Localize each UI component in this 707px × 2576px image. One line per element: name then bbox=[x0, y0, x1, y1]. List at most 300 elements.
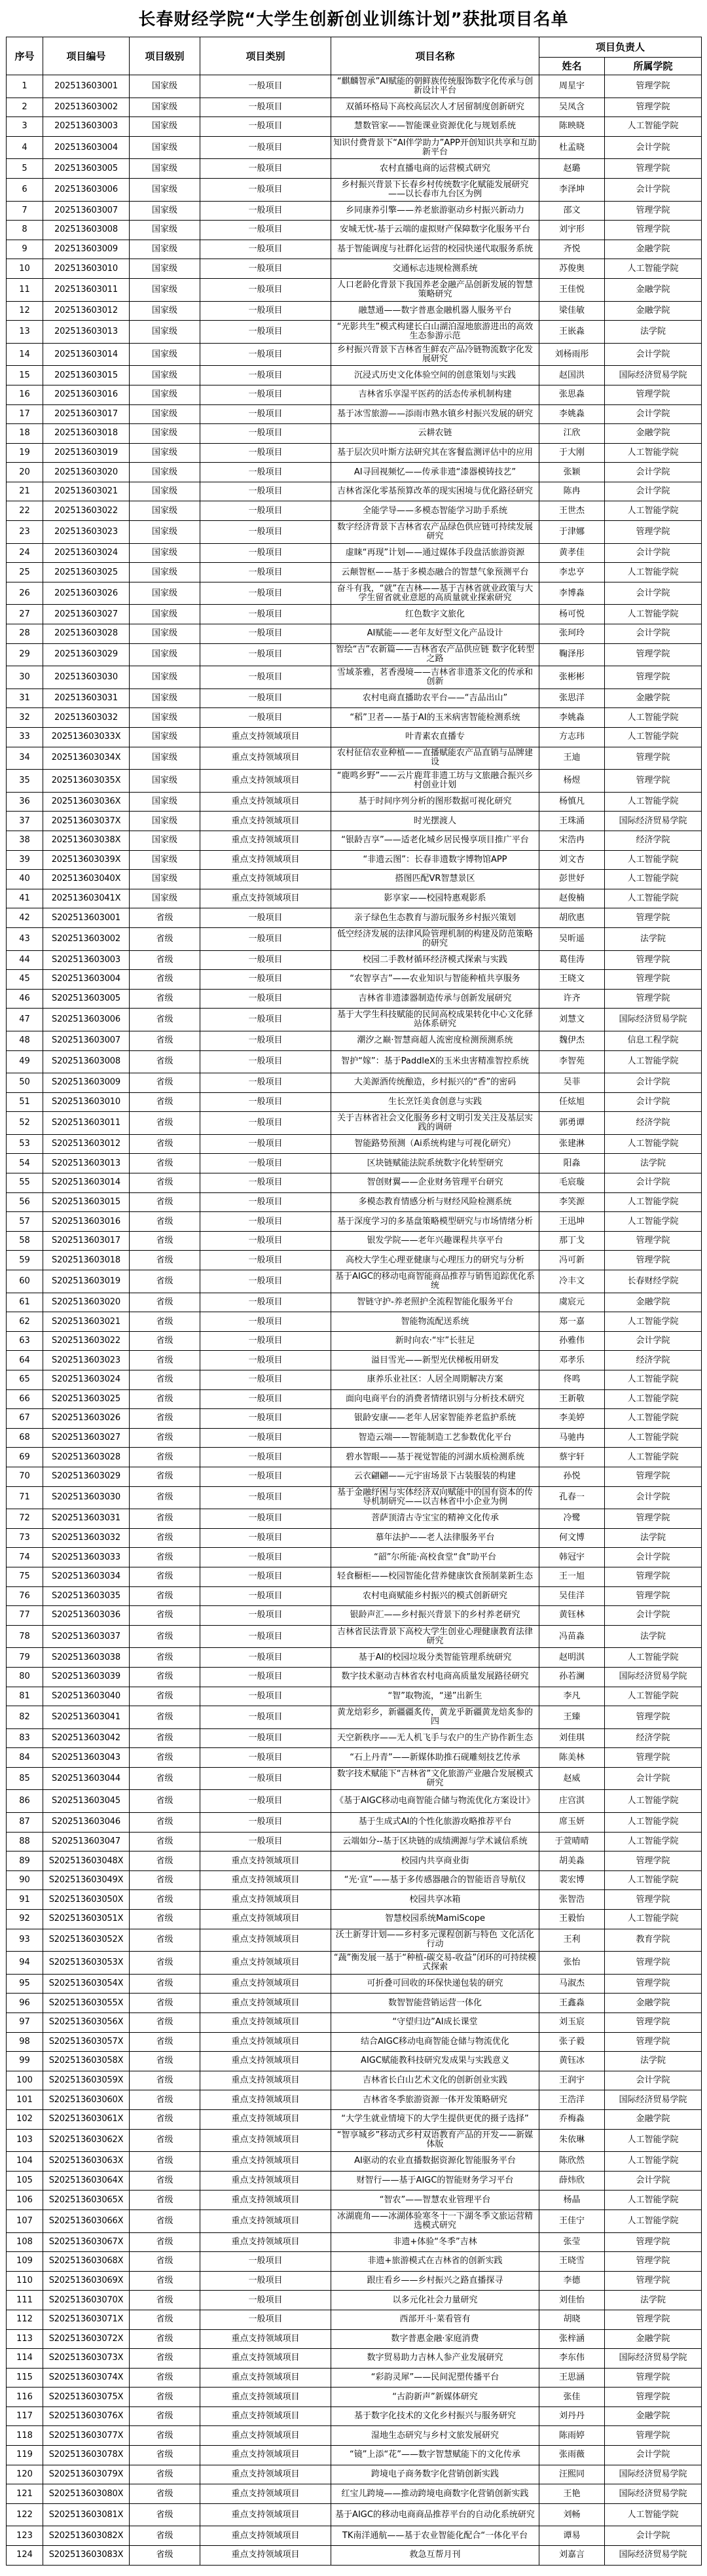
cell-level: 省级 bbox=[130, 1910, 200, 1929]
cell-leader-name: 王佳悦 bbox=[539, 278, 605, 301]
cell-code: S202513603024 bbox=[43, 1370, 130, 1390]
cell-code: S202513603031 bbox=[43, 1509, 130, 1529]
table-row bbox=[7, 1428, 702, 1448]
cell-college: 经济学院 bbox=[605, 1351, 702, 1370]
cell-college: 管理学院 bbox=[605, 1706, 702, 1729]
cell-no: 23 bbox=[7, 521, 43, 544]
cell-type: 重点支持领域项目 bbox=[200, 831, 331, 850]
cell-leader-name: 杨煜 bbox=[539, 770, 605, 793]
cell-college: 人工智能学院 bbox=[605, 1409, 702, 1429]
cell-project-name: 区块链赋能法院系统数字化转型研究 bbox=[331, 1154, 539, 1173]
table-row bbox=[7, 927, 702, 950]
table-row bbox=[7, 2109, 702, 2129]
cell-leader-name: 郑一嘉 bbox=[539, 1312, 605, 1332]
cell-college: 人工智能学院 bbox=[605, 2209, 702, 2232]
cell-no: 121 bbox=[7, 2484, 43, 2504]
cell-project-name: 救急互帮月刊 bbox=[331, 2546, 539, 2566]
cell-college: 管理学院 bbox=[605, 643, 702, 666]
cell-project-name: 红色数字文旅化 bbox=[331, 605, 539, 624]
table-row bbox=[7, 2129, 702, 2152]
cell-type: 一般项目 bbox=[200, 259, 331, 279]
cell-code: S202513603047 bbox=[43, 1832, 130, 1851]
cell-code: S202513603011 bbox=[43, 1112, 130, 1135]
cell-college: 会计学院 bbox=[605, 1092, 702, 1112]
cell-project-name: 非遗+体验“冬季”吉林 bbox=[331, 2232, 539, 2252]
cell-type: 一般项目 bbox=[200, 2271, 331, 2291]
cell-leader-name: 张珂玲 bbox=[539, 624, 605, 644]
cell-college: 人工智能学院 bbox=[605, 1192, 702, 1212]
cell-no: 17 bbox=[7, 404, 43, 424]
table-row bbox=[7, 812, 702, 831]
cell-no: 9 bbox=[7, 240, 43, 259]
cell-leader-name: 刘丹丹 bbox=[539, 2406, 605, 2426]
cell-college: 教育学院 bbox=[605, 1929, 702, 1952]
cell-project-name: 银龄声汇——乡村振兴背景下的乡村养老研究 bbox=[331, 1606, 539, 1626]
cell-no: 31 bbox=[7, 689, 43, 708]
cell-level: 省级 bbox=[130, 1192, 200, 1212]
cell-code: 202513603021 bbox=[43, 482, 130, 501]
cell-college: 金融学院 bbox=[605, 301, 702, 321]
cell-college: 会计学院 bbox=[605, 136, 702, 159]
cell-project-name: 云端如分--基于区块链的成绩溯源与学术诚信系统 bbox=[331, 1832, 539, 1851]
cell-project-name: 可折叠可回收的环保快递包装的研究 bbox=[331, 1974, 539, 1994]
cell-no: 101 bbox=[7, 2090, 43, 2110]
cell-college: 会计学院 bbox=[605, 343, 702, 366]
cell-level: 省级 bbox=[130, 1706, 200, 1729]
cell-no: 76 bbox=[7, 1586, 43, 1606]
cell-level: 省级 bbox=[130, 1270, 200, 1293]
cell-no: 120 bbox=[7, 2465, 43, 2484]
cell-project-name: 智能路势预测（Ai系统构建与可视化研究） bbox=[331, 1134, 539, 1154]
cell-no: 123 bbox=[7, 2526, 43, 2546]
cell-project-name: 基于深度学习的多基盘策略模型研究与市场情绪分析 bbox=[331, 1212, 539, 1232]
cell-no: 112 bbox=[7, 2310, 43, 2329]
cell-project-name: 吉林省深化零基预算改革的现实困境与优化路径研究 bbox=[331, 482, 539, 501]
cell-type: 一般项目 bbox=[200, 424, 331, 444]
header-person: 姓名 bbox=[539, 58, 605, 75]
cell-code: S202513603037 bbox=[43, 1625, 130, 1648]
table-row bbox=[7, 521, 702, 544]
cell-leader-name: 李笑源 bbox=[539, 1192, 605, 1212]
cell-type: 一般项目 bbox=[200, 385, 331, 404]
cell-college: 会计学院 bbox=[605, 582, 702, 605]
cell-code: S202513603056X bbox=[43, 2013, 130, 2033]
table-row bbox=[7, 1050, 702, 1073]
cell-college: 管理学院 bbox=[605, 1748, 702, 1768]
cell-project-name: 乡同康养引擎——养老旅游驱动乡村振兴新动力 bbox=[331, 201, 539, 221]
cell-type: 一般项目 bbox=[200, 1331, 331, 1351]
header-leader-group: 项目负责人 bbox=[539, 37, 702, 58]
cell-leader-name: 吴昕遥 bbox=[539, 927, 605, 950]
cell-project-name: 康养乐业社区：人居全周期解决方案 bbox=[331, 1370, 539, 1390]
cell-code: S202513603018 bbox=[43, 1251, 130, 1270]
cell-no: 103 bbox=[7, 2129, 43, 2152]
cell-code: S202513603062X bbox=[43, 2129, 130, 2152]
cell-leader-name: 王世杰 bbox=[539, 501, 605, 521]
table-row bbox=[7, 1974, 702, 1994]
cell-college: 人工智能学院 bbox=[605, 2191, 702, 2210]
cell-no: 66 bbox=[7, 1389, 43, 1409]
table-row bbox=[7, 643, 702, 666]
cell-type: 一般项目 bbox=[200, 1486, 331, 1509]
cell-college: 人工智能学院 bbox=[605, 870, 702, 889]
table-row bbox=[7, 1706, 702, 1729]
cell-level: 国家级 bbox=[130, 563, 200, 582]
cell-type: 重点支持领域项目 bbox=[200, 2546, 331, 2566]
cell-level: 省级 bbox=[130, 1851, 200, 1871]
document-title: 长春财经学院“大学生创新创业训练计划”获批项目名单 bbox=[138, 10, 569, 29]
table-row bbox=[7, 1370, 702, 1390]
cell-leader-name: 赵明淇 bbox=[539, 1648, 605, 1668]
cell-leader-name: 冷鹭 bbox=[539, 1509, 605, 1529]
cell-leader-name: 刘宇形 bbox=[539, 221, 605, 240]
cell-level: 国家级 bbox=[130, 850, 200, 870]
cell-code: S202513603002 bbox=[43, 927, 130, 950]
cell-project-name: 双循环格局下高校高层次人才居留制度创新研究 bbox=[331, 98, 539, 117]
cell-college: 会计学院 bbox=[605, 1486, 702, 1509]
cell-leader-name: 刘嘉言 bbox=[539, 2546, 605, 2566]
cell-college: 人工智能学院 bbox=[605, 1870, 702, 1890]
cell-college: 会计学院 bbox=[605, 2171, 702, 2191]
cell-college: 国际经济贸易学院 bbox=[605, 2465, 702, 2484]
cell-code: S202513603079X bbox=[43, 2465, 130, 2484]
table-row bbox=[7, 1748, 702, 1768]
cell-leader-name: 王迪 bbox=[539, 747, 605, 770]
cell-level: 省级 bbox=[130, 2090, 200, 2110]
cell-code: 202513603036X bbox=[43, 792, 130, 812]
cell-project-name: AI赋能——老年友好型文化产品设计 bbox=[331, 624, 539, 644]
cell-level: 省级 bbox=[130, 1134, 200, 1154]
table-row bbox=[7, 1270, 702, 1293]
cell-level: 省级 bbox=[130, 2209, 200, 2232]
table-row bbox=[7, 1351, 702, 1370]
cell-project-name: 智慧校园系统MamiScope bbox=[331, 1910, 539, 1929]
cell-no: 64 bbox=[7, 1351, 43, 1370]
cell-level: 省级 bbox=[130, 2406, 200, 2426]
table-row bbox=[7, 2349, 702, 2369]
cell-leader-name: 吴佳洋 bbox=[539, 1586, 605, 1606]
cell-leader-name: 赵国洪 bbox=[539, 366, 605, 385]
cell-type: 一般项目 bbox=[200, 2291, 331, 2310]
table-row bbox=[7, 98, 702, 117]
cell-leader-name: 刘慧文 bbox=[539, 1009, 605, 1031]
cell-level: 省级 bbox=[130, 1351, 200, 1370]
table-row bbox=[7, 2171, 702, 2191]
cell-project-name: 基于层次贝叶斯方法研究其在客餐监测评估中的应用 bbox=[331, 443, 539, 463]
cell-no: 71 bbox=[7, 1486, 43, 1509]
cell-level: 国家级 bbox=[130, 136, 200, 159]
cell-no: 8 bbox=[7, 221, 43, 240]
cell-type: 重点支持领域项目 bbox=[200, 1929, 331, 1952]
cell-no: 108 bbox=[7, 2232, 43, 2252]
cell-no: 47 bbox=[7, 1009, 43, 1031]
cell-type: 一般项目 bbox=[200, 1648, 331, 1668]
cell-code: S202513603065X bbox=[43, 2191, 130, 2210]
cell-leader-name: 于大刚 bbox=[539, 443, 605, 463]
cell-project-name: 大美源酒传统酿造，乡村振兴的“香”的密码 bbox=[331, 1073, 539, 1093]
cell-leader-name: 李姚淼 bbox=[539, 404, 605, 424]
table-row bbox=[7, 989, 702, 1009]
cell-level: 省级 bbox=[130, 1790, 200, 1813]
cell-level: 省级 bbox=[130, 1409, 200, 1429]
cell-no: 119 bbox=[7, 2446, 43, 2465]
cell-level: 国家级 bbox=[130, 889, 200, 908]
table-row bbox=[7, 747, 702, 770]
cell-leader-name: 张思洋 bbox=[539, 689, 605, 708]
cell-project-name: 智能物流配送系统 bbox=[331, 1312, 539, 1332]
table-row bbox=[7, 159, 702, 179]
cell-leader-name: 王晓雪 bbox=[539, 2252, 605, 2272]
cell-leader-name: 张颖 bbox=[539, 463, 605, 482]
cell-code: 202513603038X bbox=[43, 831, 130, 850]
cell-level: 国家级 bbox=[130, 747, 200, 770]
cell-code: S202513603009 bbox=[43, 1073, 130, 1093]
cell-code: S202513603081X bbox=[43, 2503, 130, 2526]
cell-no: 28 bbox=[7, 624, 43, 644]
cell-leader-name: 李美婷 bbox=[539, 1409, 605, 1429]
cell-no: 74 bbox=[7, 1548, 43, 1567]
cell-project-name: 西部开斗·菜看管有 bbox=[331, 2310, 539, 2329]
cell-type: 一般项目 bbox=[200, 989, 331, 1009]
cell-leader-name: 鞠泽彤 bbox=[539, 643, 605, 666]
cell-college: 人工智能学院 bbox=[605, 1648, 702, 1668]
cell-college: 法学院 bbox=[605, 1528, 702, 1548]
cell-college: 人工智能学院 bbox=[605, 1832, 702, 1851]
cell-type: 一般项目 bbox=[200, 1448, 331, 1467]
cell-college: 国际经济贸易学院 bbox=[605, 812, 702, 831]
cell-no: 18 bbox=[7, 424, 43, 444]
table-body bbox=[7, 75, 702, 2566]
cell-leader-name: 庄宫淇 bbox=[539, 1790, 605, 1813]
cell-code: S202513603020 bbox=[43, 1293, 130, 1312]
cell-project-name: 关于吉林省社会文化服务乡村文明引发关注及基层实践的调研 bbox=[331, 1112, 539, 1135]
cell-project-name: 基于AI的校园垃圾分类智能管理系统研究 bbox=[331, 1648, 539, 1668]
cell-code: 202513603029 bbox=[43, 643, 130, 666]
table-row bbox=[7, 1092, 702, 1112]
cell-level: 省级 bbox=[130, 1994, 200, 2013]
cell-type: 重点支持领域项目 bbox=[200, 1851, 331, 1871]
cell-project-name: 沉浸式历史文化体验空间的创意策划与实践 bbox=[331, 366, 539, 385]
cell-no: 45 bbox=[7, 970, 43, 990]
cell-level: 国家级 bbox=[130, 240, 200, 259]
cell-leader-name: 王臻 bbox=[539, 1706, 605, 1729]
cell-college: 金融学院 bbox=[605, 2406, 702, 2426]
cell-leader-name: 王艳 bbox=[539, 2484, 605, 2504]
cell-project-name: 数智智能营销运营一体化 bbox=[331, 1994, 539, 2013]
cell-leader-name: 赵威 bbox=[539, 1767, 605, 1790]
cell-leader-name: 李德 bbox=[539, 2271, 605, 2291]
cell-college: 长春财经学院 bbox=[605, 1270, 702, 1293]
cell-level: 国家级 bbox=[130, 366, 200, 385]
cell-type: 一般项目 bbox=[200, 908, 331, 928]
cell-leader-name: 郭勇谭 bbox=[539, 1112, 605, 1135]
cell-code: 202513603001 bbox=[43, 75, 130, 98]
cell-leader-name: 蔡宇轩 bbox=[539, 1448, 605, 1467]
cell-no: 54 bbox=[7, 1154, 43, 1173]
cell-leader-name: 王嵌淼 bbox=[539, 321, 605, 344]
table-row bbox=[7, 2388, 702, 2407]
cell-leader-name: 马淑杰 bbox=[539, 1974, 605, 1994]
cell-type: 重点支持领域项目 bbox=[200, 2191, 331, 2210]
cell-code: S202513603073X bbox=[43, 2349, 130, 2369]
cell-college: 经济学院 bbox=[605, 831, 702, 850]
table-row bbox=[7, 1173, 702, 1193]
cell-type: 重点支持领域项目 bbox=[200, 2171, 331, 2191]
cell-level: 省级 bbox=[130, 2252, 200, 2272]
cell-level: 省级 bbox=[130, 2426, 200, 2446]
cell-no: 43 bbox=[7, 927, 43, 950]
cell-no: 96 bbox=[7, 1994, 43, 2013]
cell-college: 管理学院 bbox=[605, 201, 702, 221]
table-row bbox=[7, 117, 702, 137]
cell-level: 省级 bbox=[130, 2329, 200, 2349]
cell-project-name: 碧水智眼——基于视觉智能的河湖水质检测系统 bbox=[331, 1448, 539, 1467]
table-row bbox=[7, 1851, 702, 1871]
cell-project-name: 交通标志违规检测系统 bbox=[331, 259, 539, 279]
cell-no: 5 bbox=[7, 159, 43, 179]
cell-level: 省级 bbox=[130, 1890, 200, 1910]
table-row bbox=[7, 1832, 702, 1851]
cell-college: 管理学院 bbox=[605, 75, 702, 98]
table-row bbox=[7, 2329, 702, 2349]
cell-college: 金融学院 bbox=[605, 424, 702, 444]
cell-code: S202513603040 bbox=[43, 1687, 130, 1706]
cell-code: S202513603014 bbox=[43, 1173, 130, 1193]
table-row bbox=[7, 2291, 702, 2310]
cell-code: 202513603018 bbox=[43, 424, 130, 444]
cell-project-name: 知识付费背景下“AI伴学助力”APP开创知识共享和互助新平台 bbox=[331, 136, 539, 159]
cell-type: 一般项目 bbox=[200, 1790, 331, 1813]
cell-code: 202513603026 bbox=[43, 582, 130, 605]
cell-project-name: 智创财翼——企业财务管理平台研究 bbox=[331, 1173, 539, 1193]
cell-no: 22 bbox=[7, 501, 43, 521]
table-row bbox=[7, 1567, 702, 1586]
cell-college: 经济学院 bbox=[605, 1112, 702, 1135]
cell-level: 省级 bbox=[130, 1606, 200, 1626]
cell-no: 110 bbox=[7, 2271, 43, 2291]
cell-level: 省级 bbox=[130, 2291, 200, 2310]
cell-code: 202513603010 bbox=[43, 259, 130, 279]
table-row bbox=[7, 1767, 702, 1790]
cell-type: 重点支持领域项目 bbox=[200, 2109, 331, 2129]
cell-type: 一般项目 bbox=[200, 482, 331, 501]
cell-level: 省级 bbox=[130, 1509, 200, 1529]
cell-level: 国家级 bbox=[130, 521, 200, 544]
cell-level: 国家级 bbox=[130, 689, 200, 708]
cell-level: 省级 bbox=[130, 1486, 200, 1509]
cell-level: 国家级 bbox=[130, 159, 200, 179]
cell-level: 省级 bbox=[130, 1467, 200, 1486]
cell-type: 一般项目 bbox=[200, 136, 331, 159]
cell-type: 一般项目 bbox=[200, 1567, 331, 1586]
cell-type: 一般项目 bbox=[200, 2310, 331, 2329]
cell-code: 202513603032 bbox=[43, 708, 130, 728]
cell-level: 省级 bbox=[130, 927, 200, 950]
cell-type: 一般项目 bbox=[200, 1031, 331, 1050]
cell-code: S202513603044 bbox=[43, 1767, 130, 1790]
cell-no: 88 bbox=[7, 1832, 43, 1851]
table-row bbox=[7, 2426, 702, 2446]
cell-level: 省级 bbox=[130, 2232, 200, 2252]
cell-leader-name: 方志玮 bbox=[539, 728, 605, 747]
cell-project-name: 基于生成式AI的个性化旅游攻略推荐平台 bbox=[331, 1813, 539, 1833]
cell-college: 管理学院 bbox=[605, 2388, 702, 2407]
cell-leader-name: 裴宏博 bbox=[539, 1870, 605, 1890]
table-row bbox=[7, 870, 702, 889]
table-row bbox=[7, 2465, 702, 2484]
cell-code: 202513603002 bbox=[43, 98, 130, 117]
cell-college: 会计学院 bbox=[605, 1073, 702, 1093]
cell-level: 省级 bbox=[130, 2152, 200, 2172]
cell-project-name: 农村直播电商的运营模式研究 bbox=[331, 159, 539, 179]
cell-college: 人工智能学院 bbox=[605, 1448, 702, 1467]
cell-college: 管理学院 bbox=[605, 950, 702, 970]
cell-type: 重点支持领域项目 bbox=[200, 870, 331, 889]
cell-college: 法学院 bbox=[605, 2291, 702, 2310]
cell-code: S202513603017 bbox=[43, 1231, 130, 1251]
cell-leader-name: 张思淼 bbox=[539, 385, 605, 404]
cell-project-name: AI寻回视频忆——传承非遗“漆器模铸技艺” bbox=[331, 463, 539, 482]
cell-code: S202513603035 bbox=[43, 1586, 130, 1606]
cell-level: 省级 bbox=[130, 1870, 200, 1890]
table-row bbox=[7, 201, 702, 221]
table-row bbox=[7, 543, 702, 563]
cell-code: S202513603083X bbox=[43, 2546, 130, 2566]
table-row bbox=[7, 1389, 702, 1409]
cell-project-name: 叶青素农直播专 bbox=[331, 728, 539, 747]
cell-level: 国家级 bbox=[130, 728, 200, 747]
cell-code: S202513603072X bbox=[43, 2329, 130, 2349]
cell-leader-name: 刘佳琪 bbox=[539, 1728, 605, 1748]
cell-project-name: 数字贸易助力吉林人参产业发展研究 bbox=[331, 2349, 539, 2369]
cell-leader-name: 汪熙同 bbox=[539, 2465, 605, 2484]
cell-code: S202513603045 bbox=[43, 1790, 130, 1813]
cell-code: S202513603077X bbox=[43, 2426, 130, 2446]
cell-no: 80 bbox=[7, 1667, 43, 1687]
table-row bbox=[7, 2209, 702, 2232]
table-row bbox=[7, 2310, 702, 2329]
cell-level: 国家级 bbox=[130, 831, 200, 850]
cell-level: 省级 bbox=[130, 989, 200, 1009]
cell-level: 省级 bbox=[130, 1813, 200, 1833]
cell-college: 人工智能学院 bbox=[605, 2503, 702, 2526]
cell-project-name: 面向电商平台的消费者情绪识别与分析技术研究 bbox=[331, 1389, 539, 1409]
cell-college: 人工智能学院 bbox=[605, 1813, 702, 1833]
cell-code: S202513603078X bbox=[43, 2446, 130, 2465]
cell-leader-name: 彭世妤 bbox=[539, 870, 605, 889]
cell-no: 92 bbox=[7, 1910, 43, 1929]
cell-type: 重点支持领域项目 bbox=[200, 2129, 331, 2152]
cell-project-name: 基于时间序列分析的图形数据可视化研究 bbox=[331, 792, 539, 812]
cell-leader-name: 那丁戈 bbox=[539, 1231, 605, 1251]
table-row bbox=[7, 689, 702, 708]
table-row bbox=[7, 1687, 702, 1706]
cell-college: 管理学院 bbox=[605, 1890, 702, 1910]
cell-type: 一般项目 bbox=[200, 563, 331, 582]
cell-project-name: 智绘“吉”农新篇——吉林省农产品供应链 数字化转型之路 bbox=[331, 643, 539, 666]
table-row bbox=[7, 1112, 702, 1135]
cell-project-name: 乡村振兴背景下吉林省生鲜农产品冷链物流数字化发展研究 bbox=[331, 343, 539, 366]
cell-level: 省级 bbox=[130, 1312, 200, 1332]
cell-type: 一般项目 bbox=[200, 1270, 331, 1293]
cell-no: 78 bbox=[7, 1625, 43, 1648]
cell-no: 57 bbox=[7, 1212, 43, 1232]
cell-project-name: 跟庄看乡——乡村振兴之路直播探寻 bbox=[331, 2271, 539, 2291]
cell-college: 国际经济贸易学院 bbox=[605, 1009, 702, 1031]
cell-leader-name: 王润宇 bbox=[539, 2071, 605, 2090]
cell-code: S202513603052X bbox=[43, 1929, 130, 1952]
cell-no: 40 bbox=[7, 870, 43, 889]
